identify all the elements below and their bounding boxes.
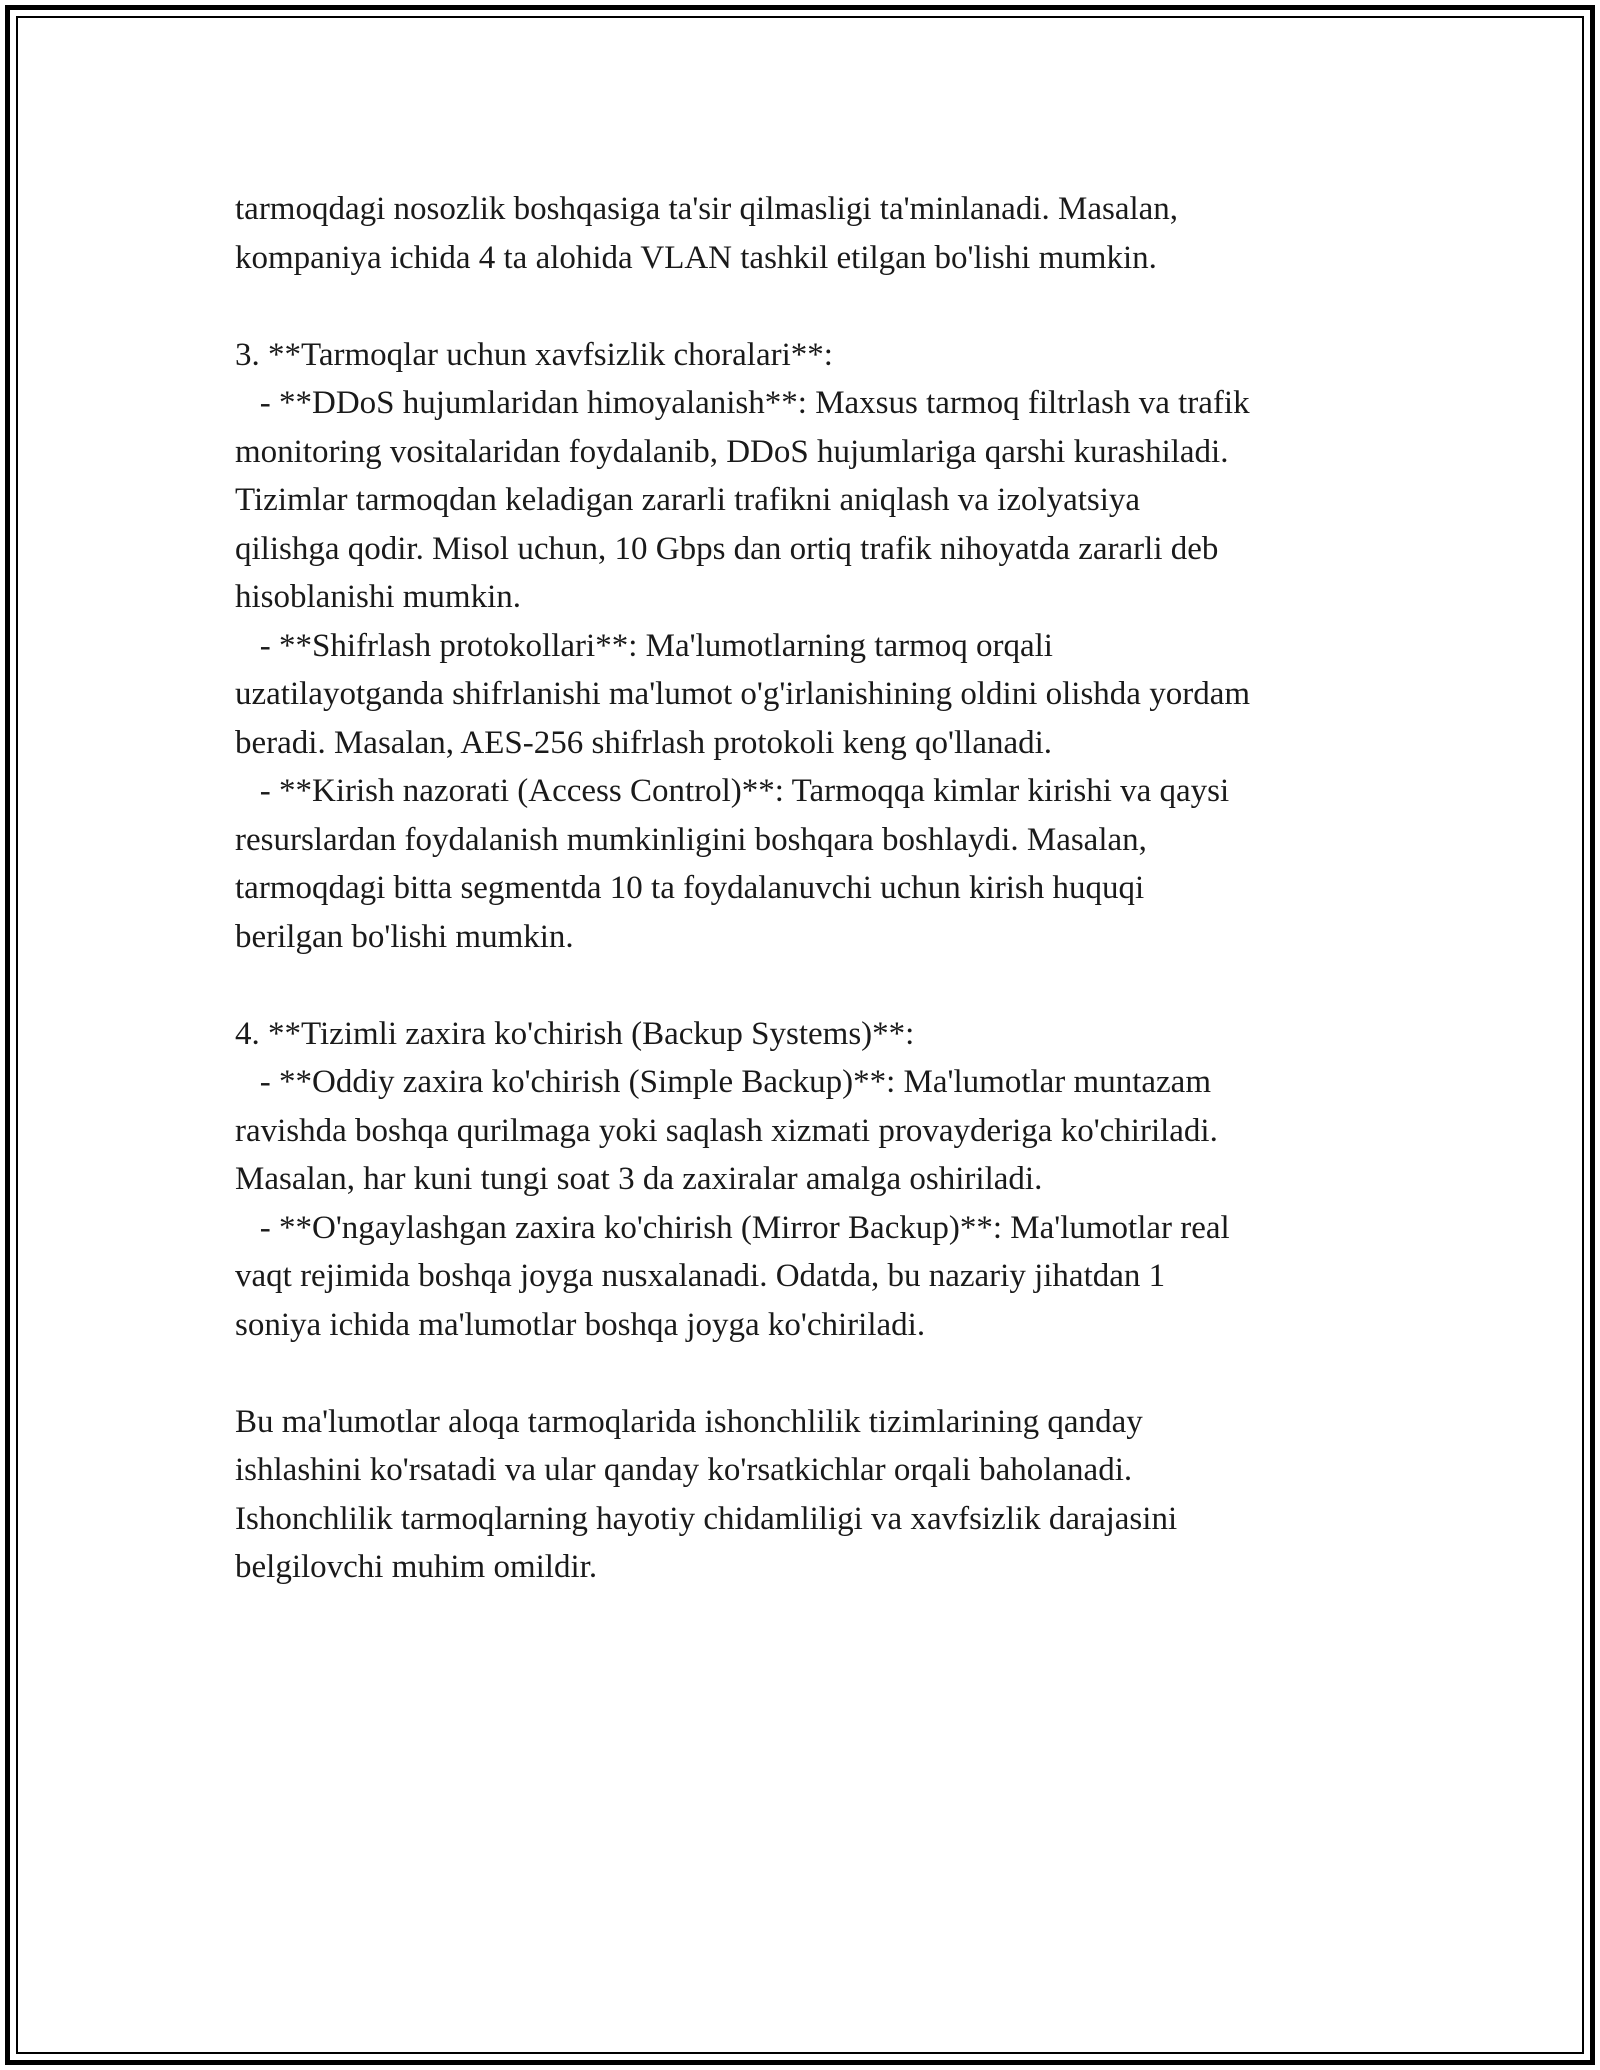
text-line: - **O'ngaylashgan zaxira ko'chirish (Mirror Backup)**: Ma'lumotlar real	[235, 1209, 1230, 1246]
blank-line	[235, 1349, 1375, 1398]
text-line: - **DDoS hujumlaridan himoyalanish**: Maxsus tarmoq filtrlash va trafik	[235, 385, 1250, 421]
text-line: berilgan bo'lishi mumkin.	[235, 918, 574, 955]
blank-line	[235, 961, 1375, 1010]
text-line: ishlashini ko'rsatadi va ular qanday ko'rsatkichlar orqali baholanadi.	[235, 1452, 1133, 1488]
text-line: Masalan, har kuni tungi soat 3 da zaxiralar amalga oshiriladi.	[235, 1161, 1043, 1197]
section-heading: 4. **Tizimli zaxira ko'chirish (Backup Systems)**:	[235, 1015, 915, 1052]
text-line: uzatilayotganda shifrlanishi ma'lumot o'g'irlanishining oldini olishda yordam	[235, 676, 1251, 712]
text-line: belgilovchi muhim omildir.	[235, 1549, 598, 1585]
text-line: tarmoqdagi nosozlik boshqasiga ta'sir qilmasligi ta'minlanadi. Masalan,	[235, 191, 1179, 227]
text-line: monitoring vositalaridan foydalanib, DDoS hujumlariga qarshi kurashiladi.	[235, 433, 1229, 470]
text-line: hisoblanishi mumkin.	[235, 579, 522, 615]
text-line: - **Oddiy zaxira ko'chirish (Simple Backup)**: Ma'lumotlar muntazam	[235, 1064, 1211, 1100]
text-line: tarmoqdagi bitta segmentda 10 ta foydalanuvchi uchun kirish huquqi	[235, 870, 1145, 906]
document-body	[235, 185, 1375, 1592]
blank-line	[235, 282, 1375, 331]
text-line: soniya ichida ma'lumotlar boshqa joyga ko'chiriladi.	[235, 1306, 926, 1343]
text-line: Bu ma'lumotlar aloqa tarmoqlarida ishonchlilik tizimlarining qanday	[235, 1403, 1143, 1440]
text-line: resurslardan foydalanish mumkinligini boshqara boshlaydi. Masalan,	[235, 821, 1147, 858]
text-line: Tizimlar tarmoqdan keladigan zararli trafikni aniqlash va izolyatsiya	[235, 482, 1141, 518]
text-line: kompaniya ichida 4 ta alohida VLAN tashkil etilgan bo'lishi mumkin.	[235, 239, 1157, 276]
section-heading: 3. **Tarmoqlar uchun xavfsizlik choralari**:	[235, 336, 833, 373]
text-line: beradi. Masalan, AES-256 shifrlash protokoli keng qo'llanadi.	[235, 724, 1053, 761]
text-line: - **Kirish nazorati (Access Control)**: Tarmoqqa kimlar kirishi va qaysi	[235, 773, 1230, 809]
text-line: Ishonchlilik tarmoqlarning hayotiy chidamliligi va xavfsizlik darajasini	[235, 1500, 1178, 1537]
text-line: ravishda boshqa qurilmaga yoki saqlash xizmati provayderiga ko'chiriladi.	[235, 1112, 1218, 1149]
text-line: vaqt rejimida boshqa joyga nusxalanadi. Odatda, bu nazariy jihatdan 1	[235, 1258, 1166, 1294]
text-line: - **Shifrlash protokollari**: Ma'lumotlarning tarmoq orqali	[235, 627, 1053, 664]
text-line: qilishga qodir. Misol uchun, 10 Gbps dan ortiq trafik nihoyatda zararli deb	[235, 530, 1219, 567]
